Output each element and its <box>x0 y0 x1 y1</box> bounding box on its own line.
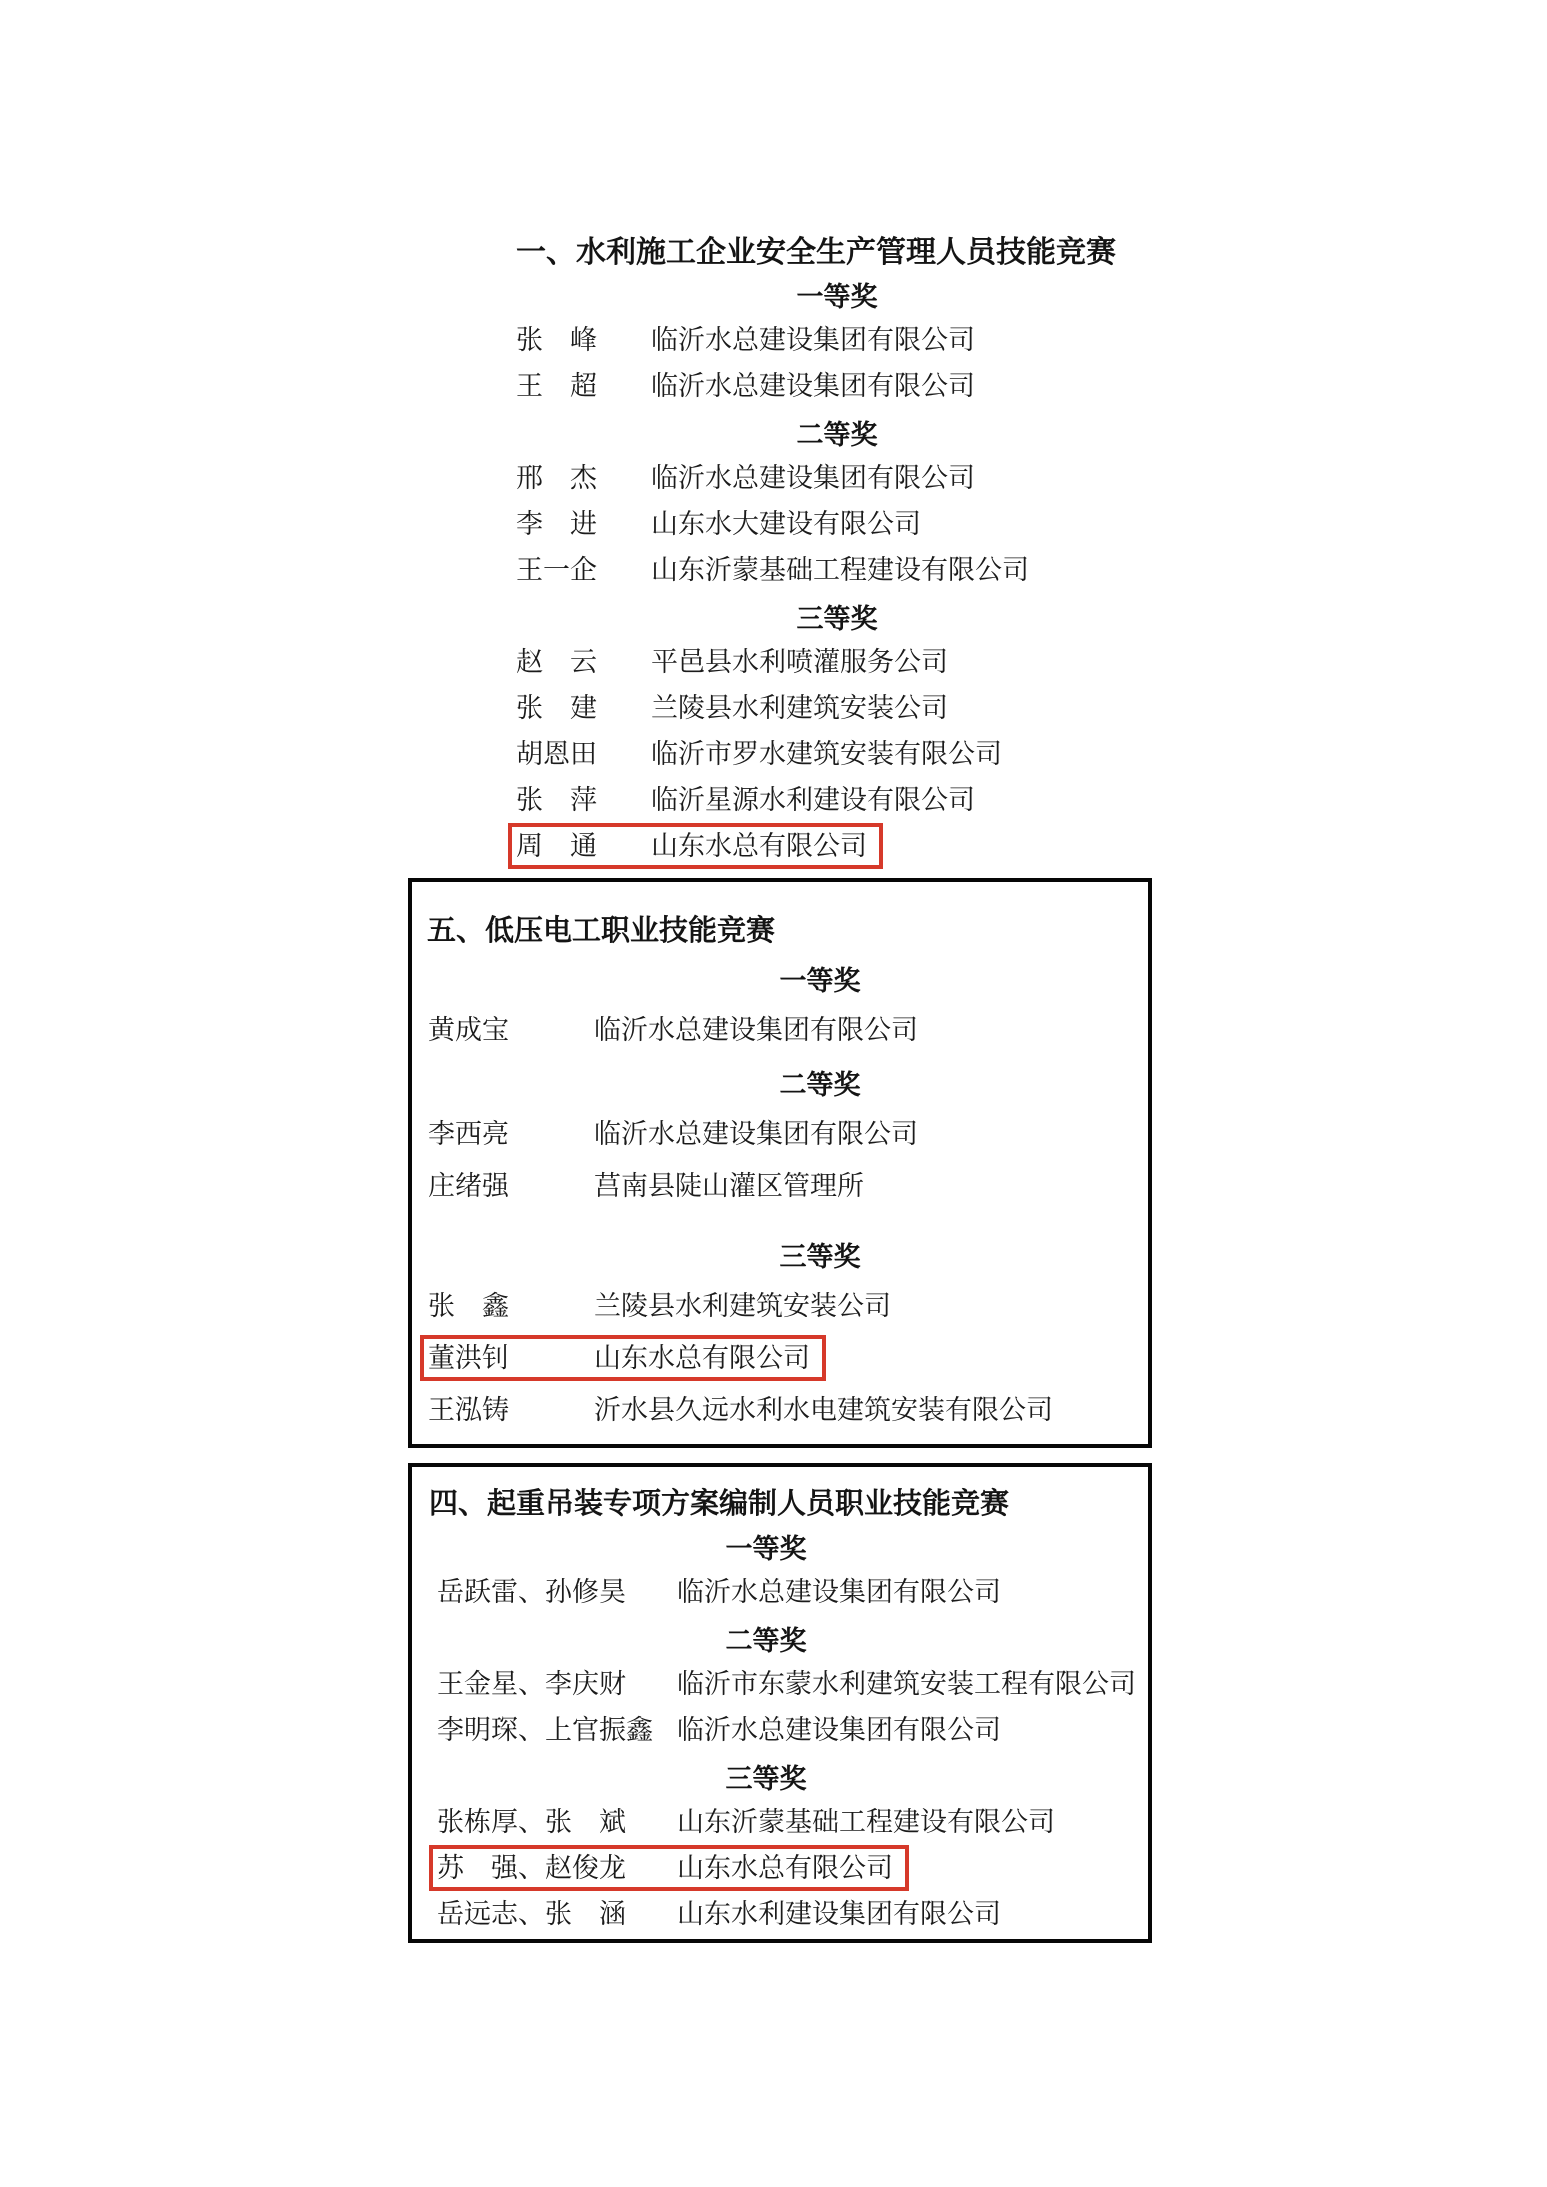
award-tier-header: 一等奖 <box>779 965 861 996</box>
winner-org: 临沂水总建设集团有限公司 <box>677 1715 1001 1745</box>
award-section-box <box>408 1463 1152 1943</box>
winner-name: 岳远志、张 涵 <box>437 1899 626 1929</box>
winner-name: 李西亮 <box>428 1119 509 1149</box>
award-tier-header: 一等奖 <box>796 281 878 312</box>
award-tier-header: 三等奖 <box>796 603 878 634</box>
winner-row <box>412 1569 1148 1615</box>
winner-org: 兰陵县水利建筑安装公司 <box>651 693 948 723</box>
winner-name: 赵 云 <box>516 647 597 677</box>
winner-org: 临沂水总建设集团有限公司 <box>594 1119 918 1149</box>
winner-name: 黄成宝 <box>428 1015 509 1045</box>
highlight-box <box>508 823 883 869</box>
winner-org: 山东沂蒙基础工程建设有限公司 <box>677 1807 1055 1837</box>
winner-row <box>516 639 1178 685</box>
winner-name: 张 建 <box>516 693 597 723</box>
winner-row <box>516 317 1178 363</box>
section-title: 五、低压电工职业技能竞赛 <box>427 914 776 947</box>
winner-org: 临沂市罗水建筑安装有限公司 <box>651 739 1002 769</box>
highlight-box <box>429 1845 909 1891</box>
winner-name: 苏 强、赵俊龙 <box>437 1853 626 1883</box>
award-section-box <box>408 878 1152 1448</box>
winner-row <box>412 1160 1148 1212</box>
award-tier-header: 二等奖 <box>796 419 878 450</box>
winner-org: 临沂水总建设集团有限公司 <box>651 325 975 355</box>
winner-row <box>412 1707 1148 1753</box>
winner-row <box>412 1108 1148 1160</box>
winner-row <box>412 1661 1148 1707</box>
winner-org: 临沂星源水利建设有限公司 <box>651 785 975 815</box>
winner-row <box>516 455 1178 501</box>
winner-org: 平邑县水利喷灌服务公司 <box>651 647 948 677</box>
award-tier-header: 三等奖 <box>779 1241 861 1272</box>
winner-org: 山东水利建设集团有限公司 <box>677 1899 1001 1929</box>
winner-row <box>516 547 1178 593</box>
winner-name: 王 超 <box>516 371 597 401</box>
highlight-box <box>420 1335 826 1381</box>
winner-row <box>516 501 1178 547</box>
winner-org: 莒南县陡山灌区管理所 <box>594 1171 864 1201</box>
winner-org: 沂水县久远水利水电建筑安装有限公司 <box>594 1395 1053 1425</box>
winner-name: 王泓铸 <box>428 1395 509 1425</box>
winner-name: 董洪钊 <box>428 1343 509 1373</box>
winner-row <box>412 1799 1148 1845</box>
winner-org: 临沂水总建设集团有限公司 <box>677 1577 1001 1607</box>
winner-row <box>516 731 1178 777</box>
winner-row <box>516 685 1178 731</box>
winner-row <box>516 777 1178 823</box>
winner-org: 临沂水总建设集团有限公司 <box>594 1015 918 1045</box>
winner-name: 张 峰 <box>516 325 597 355</box>
winner-org: 山东水总有限公司 <box>651 831 867 861</box>
winner-org: 兰陵县水利建筑安装公司 <box>594 1291 891 1321</box>
winner-row <box>516 823 1178 869</box>
winner-org: 临沂水总建设集团有限公司 <box>651 371 975 401</box>
winner-row <box>412 1845 1148 1891</box>
award-tier-header: 一等奖 <box>725 1533 807 1564</box>
section-title: 一、水利施工企业安全生产管理人员技能竞赛 <box>516 236 1116 269</box>
winner-name: 邢 杰 <box>516 463 597 493</box>
winner-name: 庄绪强 <box>428 1171 509 1201</box>
winner-row <box>412 1384 1148 1436</box>
winner-org: 山东水大建设有限公司 <box>651 509 921 539</box>
winner-org: 临沂水总建设集团有限公司 <box>651 463 975 493</box>
winner-name: 李 进 <box>516 509 597 539</box>
winner-org: 临沂市东蒙水利建筑安装工程有限公司 <box>677 1669 1136 1699</box>
winner-name: 王一企 <box>516 555 597 585</box>
winner-org: 山东水总有限公司 <box>677 1853 893 1883</box>
winner-row <box>412 1004 1148 1056</box>
winner-row <box>412 1280 1148 1332</box>
award-tier-header: 二等奖 <box>779 1069 861 1100</box>
award-tier-header: 二等奖 <box>725 1625 807 1656</box>
winner-row <box>412 1332 1148 1384</box>
winner-name: 王金星、李庆财 <box>437 1669 626 1699</box>
award-section <box>516 227 1178 869</box>
winner-name: 李明琛、上官振鑫 <box>437 1715 653 1745</box>
winner-name: 周 通 <box>516 831 597 861</box>
winner-name: 张 鑫 <box>428 1291 509 1321</box>
winner-name: 胡恩田 <box>516 739 597 769</box>
winner-org: 山东水总有限公司 <box>594 1343 810 1373</box>
winner-name: 岳跃雷、孙修昊 <box>437 1577 626 1607</box>
winner-name: 张 萍 <box>516 785 597 815</box>
winner-row <box>516 363 1178 409</box>
winner-name: 张栋厚、张 斌 <box>437 1807 626 1837</box>
winner-row <box>412 1891 1148 1937</box>
award-tier-header: 三等奖 <box>725 1763 807 1794</box>
section-title: 四、起重吊装专项方案编制人员职业技能竞赛 <box>429 1487 1010 1520</box>
winner-org: 山东沂蒙基础工程建设有限公司 <box>651 555 1029 585</box>
